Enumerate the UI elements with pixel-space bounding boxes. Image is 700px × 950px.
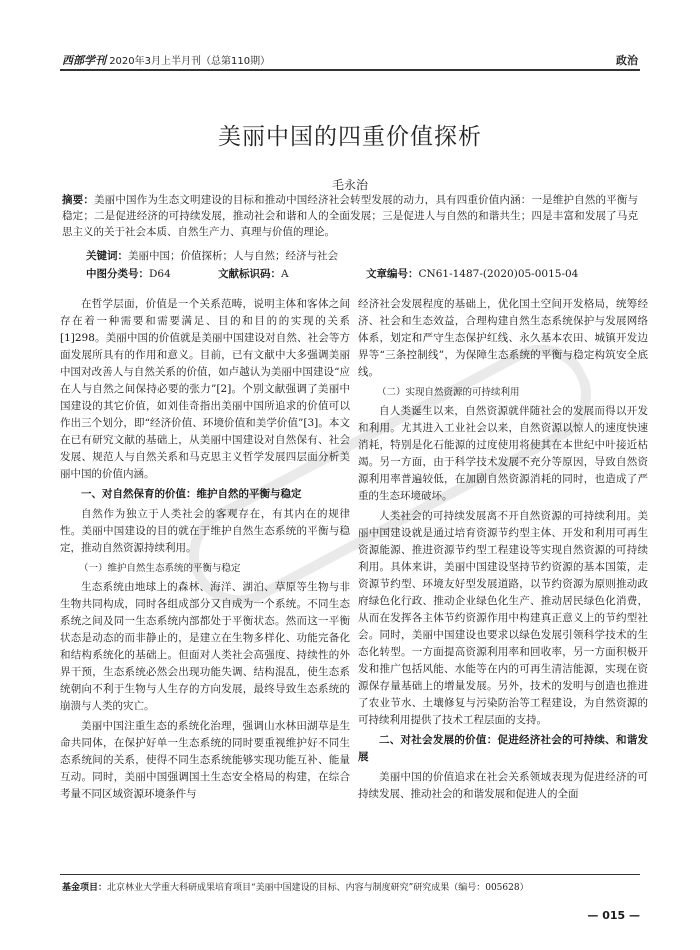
abstract-label: 摘要： <box>62 194 95 206</box>
clc-value: D64 <box>149 268 171 280</box>
article-no-value: CN61-1487-(2020)05-0015-04 <box>418 268 579 280</box>
clc-label: 中图分类号： <box>86 268 149 280</box>
section-heading: 二、对社会发展的价值：促进经济社会的可持续、和谐发展 <box>358 734 648 763</box>
fund-note <box>62 880 638 893</box>
section-label: 政治 <box>616 54 638 67</box>
paragraph: 生态系统由地球上的森林、海洋、湖泊、草原等生物与非生物共同构成，同时各组成部分又自成为一个系统。不同生态系统之间及同一生态系统内部都处于平衡状态。然而这一平衡状态是动态的而非静止的，是建立在生物多样化、功能完备化和结构系统化的基础上。但面对人类社会高强度、持续性的外界干预，生态系统必然会出现功能失调、结构混乱，使生态系统朝向不利于生物与人生存的方向发展，最终导致生态系统的崩溃与人类的灾亡。 <box>60 581 350 712</box>
paragraph: 在哲学层面，价值是一个关系范畴，说明主体和客体之间存在着一种需要和需要满足、目的和目的的实现的关系[1]298。美丽中国的价值就是美丽中国建设对自然、社会等方面发展所具有的作用和意义。目前，已有文献中大多强调美丽中国对改善人与自然关系的价值，如卢越认为美丽中国建设“应在人与自然之间保持必要的张力”[2]。个别文献强调了美丽中国建设的其它价值，如刘佳奇指出美丽中国所追求的价值可以作出三个划分，即“经济价值、环境价值和美学价值”[3]。本文在已有研究文献的基础上，从美丽中国建设对自然保有、社会发展、规范人与自然关系和马克思主义哲学发展四层面分析美丽中国的价值内涵。 <box>60 298 350 480</box>
abstract-text: 美丽中国作为生态文明建设的目标和推动中国经济社会转型发展的动力，具有四重价值内涵：一是维护自然的平衡与稳定；二是促进经济的可持续发展，推动社会和谐和人的全面发展；三是促进人与自然的和谐共生；四是丰富和发展了马克思主义的关于社会本质、自然生产力、真理与价值的理论。 <box>62 194 639 238</box>
paragraph: 人类社会的可持续发展离不开自然资源的可持续利用。美丽中国建设就是通过培育资源节约型主体、开发和利用可再生资源能源、推进资源节约型工程建设等实现自然资源的可持续利用。具体来讲，美丽中国建设坚持节约资源的基本国策，走资源节约型、环境友好型发展道路，以节约资源为原则推动政府绿色化行政、推动企业绿色化生产、推动居民绿色化消费，从而在发挥各主体节约资源作用中构建真正意义上的节约型社会。同时，美丽中国建设也要求以绿色发展引领科学技术的生态化转型。一方面提高资源利用率和回收率，另一方面积极开发和推广包括风能、水能等在内的可再生清洁能源，实现在资源保存量基础上的增量发展。另外，技术的发明与创造也推进了农业节水、土壤修复与污染防治等工程建设，为自然资源的可持续利用提供了技术工程层面的支持。 <box>358 510 648 726</box>
body-left-column <box>60 296 350 806</box>
header-rule <box>60 69 640 71</box>
fund-text: 北京林业大学重大科研成果培育项目“美丽中国建设的目标、内容与制度研究”研究成果（编号：005628） <box>107 883 529 893</box>
keywords <box>86 248 338 263</box>
keywords-label: 关键词： <box>86 250 128 262</box>
running-header <box>62 52 270 68</box>
keywords-text: 美丽中国；价值探析；人与自然；经济与社会 <box>128 250 338 262</box>
issue-info: 2020年3月上半月刊（总第110期） <box>109 56 271 67</box>
article-no-label: 文章编号： <box>366 268 419 280</box>
subsection-heading: （一）维护自然生态系统的平衡与稳定 <box>79 563 241 574</box>
fund-label: 基金项目： <box>62 883 108 893</box>
article-number <box>366 266 578 281</box>
document-code <box>218 266 289 281</box>
subsection-heading: （二）实现自然资源的可持续利用 <box>377 387 520 398</box>
paragraph: 经济社会发展程度的基础上，优化国土空间开发格局，统筹经济、社会和生态效益，合理构建自然生态系统保护与发展网络体系，划定和严守生态保护红线、永久基本农田、城镇开发边界等“三条控制线”，为保障生态系统的平衡与稳定构筑安全底线。 <box>358 298 648 378</box>
footer-rule <box>60 874 640 875</box>
author-name: 毛永治 <box>331 178 368 192</box>
doc-code-label: 文献标识码： <box>218 268 281 280</box>
clc-number <box>86 266 171 281</box>
journal-logo: 西部学刊 <box>62 54 106 67</box>
article-title: 美丽中国的四重价值探析 <box>218 124 482 150</box>
paragraph: 美丽中国的价值追求在社会关系领域表现为促进经济的可持续发展、推动社会的和谐发展和促进人的全面 <box>358 771 648 800</box>
page-number: — 015 — <box>587 909 640 922</box>
paragraph: 美丽中国注重生态的系统化治理，强调山水林田湖草是生命共同体，在保护好单一生态系统的同时要重视维护好不同生态系统间的关系，使得不同生态系统能够实现功能互补、能量互动。同时，美丽中国强调国土生态安全格局的构建，在综合考量不同区域资源环境条件与 <box>60 720 350 800</box>
doc-code-value: A <box>281 268 289 280</box>
paragraph: 自人类诞生以来，自然资源就伴随社会的发展而得以开发和利用。尤其进入工业社会以来，自然资源以惊人的速度快速消耗，特别是化石能源的过度使用将使其在本世纪中叶接近枯竭。另一方面，由于科学技术发展不充分等原因，导致自然资源利用率普遍较低，在加剧自然资源消耗的同时，也造成了严重的生态环境破坏。 <box>358 405 648 502</box>
section-heading: 一、对自然保育的价值：维护自然的平衡与稳定 <box>81 488 302 500</box>
paragraph: 自然作为独立于人类社会的客观存在，有其内在的规律性。美丽中国建设的目的就在于维护自然生态系统的平衡与稳定，推动自然资源持续利用。 <box>60 508 350 554</box>
abstract <box>62 192 638 240</box>
body-right-column <box>358 296 648 806</box>
